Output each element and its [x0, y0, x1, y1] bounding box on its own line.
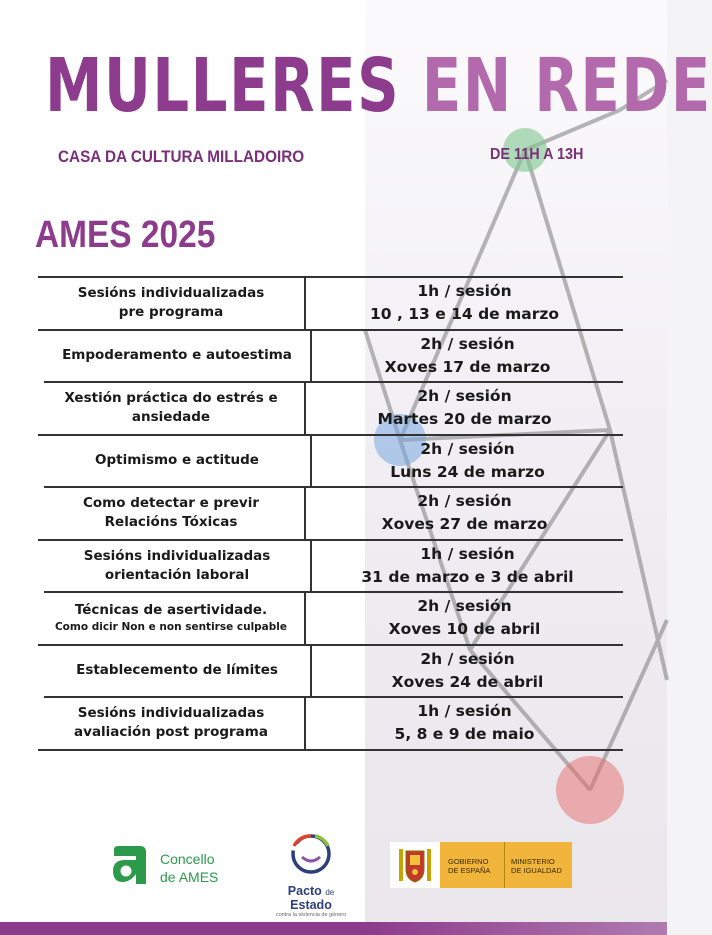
activity-line: Sesións individualizadas	[83, 547, 271, 564]
session-duration: 2h / sesión	[417, 387, 512, 406]
session-date: Luns 24 de marzo	[390, 462, 545, 481]
concello-ames-logo	[160, 850, 218, 886]
activity-cell	[44, 541, 312, 592]
session-date: Xoves 17 de marzo	[384, 357, 551, 376]
activity-line: Como dicir Non e non sentirse culpable	[54, 621, 288, 634]
pacto-name: Pacto	[287, 884, 322, 898]
title-part-2: EN REDE	[421, 43, 712, 129]
pacto-estado: Estado	[290, 898, 332, 912]
schedule-row	[38, 383, 623, 436]
schedule-table	[38, 276, 623, 751]
session-duration: 2h / sesión	[420, 439, 515, 458]
year-heading: AMES 2025	[35, 214, 216, 256]
session-duration: 2h / sesión	[417, 597, 512, 616]
session-cell	[306, 278, 623, 329]
session-cell	[306, 488, 623, 539]
spain-shield-icon	[397, 845, 433, 885]
activity-cell	[44, 331, 312, 382]
session-cell	[306, 593, 623, 644]
session-date: 5, 8 e 9 de maio	[394, 725, 535, 744]
activity-line: Xestión práctica do estrés e	[64, 390, 278, 407]
activity-line: avaliación post programa	[74, 724, 268, 741]
activity-line: orientación laboral	[104, 566, 250, 583]
session-date: Martes 20 de marzo	[377, 410, 552, 429]
pacto-smile-icon	[286, 832, 336, 876]
session-cell	[306, 698, 623, 749]
schedule-row	[38, 278, 623, 331]
schedule-row	[44, 331, 623, 384]
session-duration: 1h / sesión	[420, 544, 515, 563]
session-duration: 2h / sesión	[420, 334, 515, 353]
session-date: Xoves 27 de marzo	[381, 515, 548, 534]
pacto-de-estado-logo	[266, 832, 356, 918]
activity-cell	[38, 698, 306, 749]
activity-line: Sesións individualizadas	[77, 705, 265, 722]
activity-line: ansiedade	[131, 409, 211, 426]
activity-line: Relacións Tóxicas	[104, 514, 238, 531]
schedule-row	[38, 593, 623, 646]
ministerio-line-2: DE IGUALDAD	[511, 866, 562, 875]
red-pin-icon	[556, 756, 624, 824]
session-date: 10 , 13 e 14 de marzo	[369, 305, 560, 324]
session-cell	[312, 436, 623, 487]
session-duration: 1h / sesión	[417, 702, 512, 721]
activity-line: Empoderamento e autoestima	[62, 347, 292, 364]
activity-line: Técnicas de asertividade.	[74, 602, 268, 619]
session-duration: 2h / sesión	[420, 649, 515, 668]
ames-line-1: Concello	[160, 851, 215, 867]
session-duration: 1h / sesión	[417, 282, 512, 301]
venue-label: CASA DA CULTURA MILLADOIRO	[58, 147, 305, 166]
session-date: Xoves 10 de abril	[388, 620, 541, 639]
ministerio-line-1: MINISTERIO	[511, 857, 555, 866]
activity-cell	[38, 383, 306, 434]
activity-cell	[38, 593, 306, 644]
session-cell	[306, 383, 623, 434]
schedule-row	[38, 488, 623, 541]
bottom-color-bar	[0, 922, 667, 935]
gobierno-line-1: GOBIERNO	[448, 857, 489, 866]
ames-a-icon	[110, 844, 150, 886]
session-date: 31 de marzo e 3 de abril	[361, 567, 574, 586]
session-cell	[312, 331, 623, 382]
session-cell	[312, 646, 623, 697]
session-duration: 2h / sesión	[417, 492, 512, 511]
activity-cell	[38, 488, 306, 539]
footer-logos	[0, 818, 667, 928]
hours-label: DE 11H A 13H	[490, 146, 584, 163]
poster-title	[45, 44, 712, 128]
activity-cell	[44, 436, 312, 487]
activity-line: pre programa	[118, 304, 224, 321]
pacto-de: de	[325, 888, 335, 897]
activity-cell	[38, 278, 306, 329]
schedule-row	[44, 541, 623, 594]
ames-line-2: de AMES	[160, 869, 219, 885]
activity-line: Establecemento de límites	[76, 662, 278, 679]
activity-cell	[44, 646, 312, 697]
schedule-row	[44, 436, 623, 489]
session-cell	[312, 541, 623, 592]
session-date: Xoves 24 de abril	[391, 672, 544, 691]
gobierno-line-2: DE ESPAÑA	[448, 866, 491, 875]
schedule-row	[44, 646, 623, 699]
activity-line: Como detectar e previr	[83, 495, 259, 512]
gobierno-igualdad-logo	[390, 842, 572, 888]
activity-line: Optimismo e actitude	[95, 452, 259, 469]
title-part-1: MULLERES	[45, 43, 401, 129]
pacto-tagline: contra la violencia de género	[275, 912, 347, 918]
activity-line: Sesións individualizadas	[77, 285, 265, 302]
schedule-row	[38, 698, 623, 751]
